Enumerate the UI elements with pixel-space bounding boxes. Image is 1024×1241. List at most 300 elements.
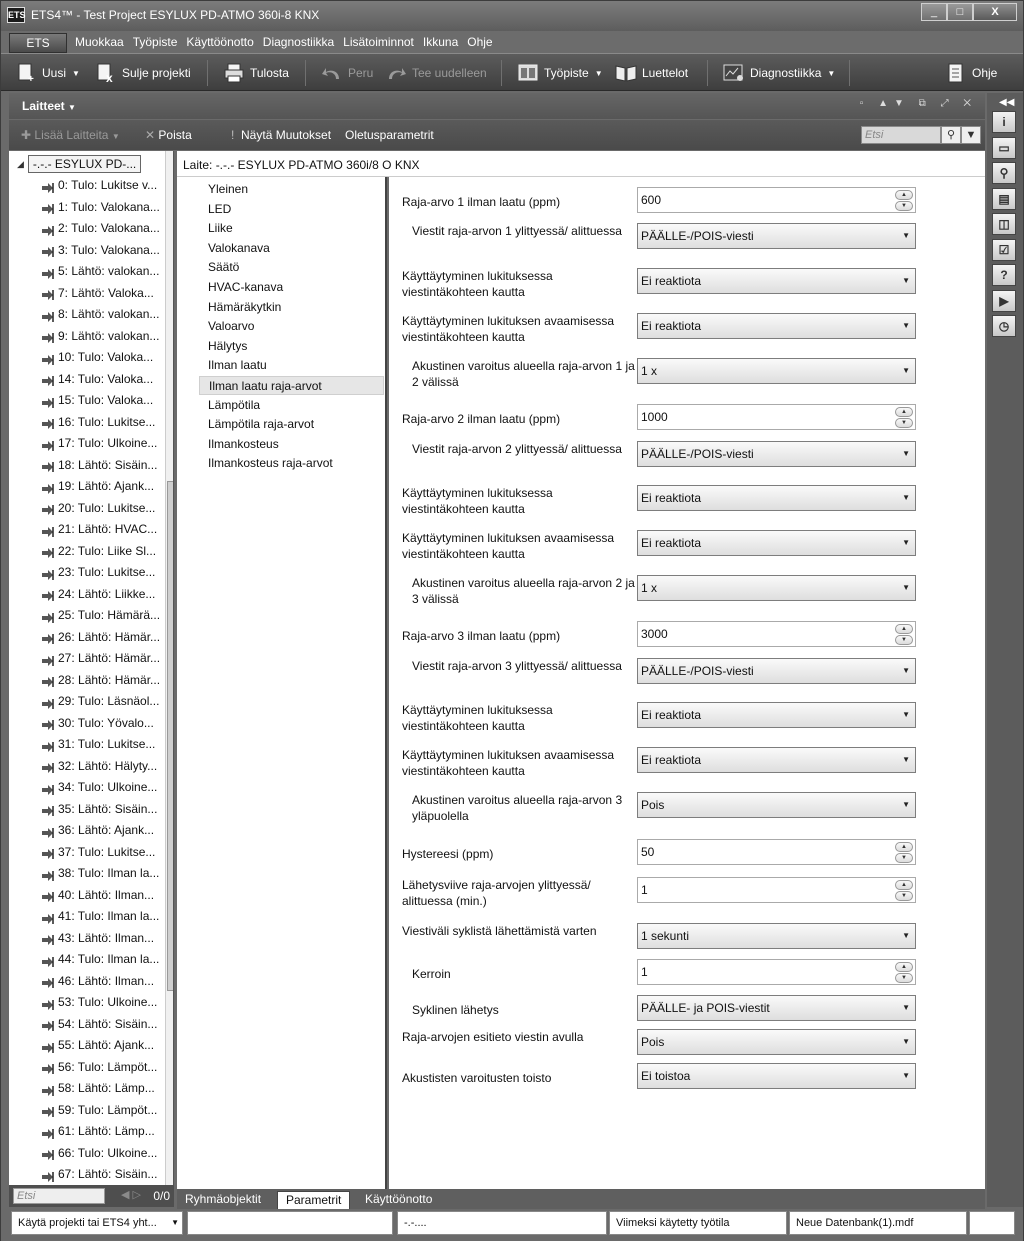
group-object-icon — [41, 1083, 55, 1095]
group-object-icon — [41, 244, 55, 256]
tree-item-label: 31: Tulo: Lukitse... — [58, 737, 156, 752]
chevron-down-icon: ▼ — [902, 666, 910, 675]
collapse-arrows-icon[interactable]: ◀◀ — [999, 97, 1015, 108]
tree-item[interactable] — [41, 842, 163, 864]
chevron-down-icon: ▼ — [171, 1218, 179, 1227]
tree-item[interactable] — [41, 820, 163, 842]
parameter-label: Raja-arvojen esitieto viestin avulla — [402, 1030, 584, 1044]
dropdown-value: Pois — [641, 1035, 665, 1049]
tree-item[interactable] — [41, 175, 163, 197]
group-object-icon — [41, 416, 55, 428]
print-label: Tulosta — [250, 66, 289, 80]
menu-kayttoonotto[interactable]: Käyttöönotto — [186, 35, 254, 49]
tree-item-label: 24: Lähtö: Liikke... — [58, 586, 156, 601]
group-object-icon — [41, 567, 55, 579]
tree-item-label: 15: Tulo: Valoka... — [58, 393, 154, 408]
tree-item-label: 5: Lähtö: valokan... — [58, 264, 160, 279]
parameter-label: Akustinen varoitus alueella raja-arvon 1 ja 2 välissä — [412, 359, 635, 389]
parameter-dropdown[interactable] — [637, 313, 916, 339]
tree-item-label: 40: Lähtö: Ilman... — [58, 887, 155, 902]
spin-up-icon[interactable]: ▲ — [895, 407, 913, 417]
new-label: Uusi — [42, 66, 67, 80]
menu-ohje[interactable]: Ohje — [467, 35, 493, 49]
tree-item[interactable] — [41, 197, 163, 219]
spin-up-icon[interactable]: ▲ — [895, 190, 913, 200]
tree-item-label: 17: Tulo: Ulkoine... — [58, 436, 158, 451]
catalogs-button[interactable] — [615, 62, 688, 84]
parameter-number-input[interactable] — [637, 187, 916, 213]
parameter-label: Viestiväli syklistä lähettämistä varten — [402, 924, 597, 938]
menu-muokkaa[interactable]: Muokkaa — [75, 35, 124, 49]
tree-item-label: 32: Lähtö: Hälyty... — [58, 758, 158, 773]
category-item[interactable]: Hälytys — [208, 338, 248, 353]
tree-item[interactable] — [41, 777, 163, 799]
group-object-icon — [41, 997, 55, 1009]
spin-buttons — [895, 624, 913, 645]
category-item[interactable]: Ilman laatu — [208, 358, 267, 373]
device-search-input[interactable]: Etsi — [861, 126, 941, 144]
play-icon[interactable]: ▶ — [992, 290, 1016, 312]
group-object-icon — [41, 1169, 55, 1181]
help-button[interactable] — [945, 62, 997, 84]
tree-scrollbar[interactable] — [165, 151, 174, 1185]
device-tree — [9, 151, 174, 1185]
spin-up-icon[interactable]: ▲ — [895, 880, 913, 890]
parameter-number-input[interactable] — [637, 959, 916, 985]
undo-label: Peru — [348, 66, 374, 80]
dropdown-value: PÄÄLLE-/POIS-viesti — [641, 447, 754, 461]
parameter-label: Raja-arvo 2 ilman laatu (ppm) — [402, 412, 561, 426]
spin-buttons — [895, 407, 913, 428]
category-item[interactable]: Lämpötila raja-arvot — [208, 417, 315, 432]
menu-bar — [1, 31, 1023, 53]
parameter-label: Hystereesi (ppm) — [402, 847, 494, 861]
group-object-icon — [41, 1018, 55, 1030]
tree-item-label: 53: Tulo: Ulkoine... — [58, 995, 158, 1010]
dropdown-value: 1 sekunti — [641, 929, 690, 943]
parameter-dropdown[interactable] — [637, 358, 916, 384]
chevron-down-icon: ▼ — [902, 366, 910, 375]
tree-item[interactable] — [41, 713, 163, 735]
checklist-icon[interactable]: ☑ — [992, 239, 1016, 261]
status-bar — [1, 1209, 1023, 1241]
status-project-dropdown[interactable]: Käytä projekti tai ETS4 yht... ▼ — [11, 1211, 183, 1235]
group-object-icon — [41, 932, 55, 944]
tree-item[interactable] — [41, 369, 163, 391]
category-item[interactable]: HVAC-kanava — [208, 280, 284, 294]
number-value: 1 — [641, 883, 648, 897]
menu-diagnostiikka[interactable]: Diagnostiikka — [262, 35, 335, 49]
redo-icon — [385, 63, 407, 83]
parameter-dropdown[interactable] — [637, 441, 916, 467]
tree-item[interactable] — [41, 498, 163, 520]
tree-item[interactable] — [41, 1100, 163, 1122]
parameter-label: Akustisten varoitusten toisto — [402, 1071, 552, 1085]
category-item[interactable]: Valokanava — [208, 240, 270, 255]
tree-item[interactable] — [41, 541, 163, 563]
ets-app-icon[interactable]: ETS — [7, 7, 25, 23]
group-object-icon — [41, 309, 55, 321]
parameter-dropdown[interactable] — [637, 747, 916, 773]
spin-down-icon[interactable]: ▼ — [895, 418, 913, 428]
parameter-label: Akustinen varoitus alueella raja-arvon 3 yläpuolella — [412, 793, 623, 823]
tree-item-label: 1: Tulo: Valokana... — [58, 199, 160, 214]
tree-root-label: -.-.- ESYLUX PD-... — [28, 155, 141, 173]
tree-item-label: 3: Tulo: Valokana... — [58, 242, 160, 257]
group-object-icon — [41, 1040, 55, 1052]
search-count: 0/0 — [153, 1189, 170, 1203]
tree-item-label: 46: Lähtö: Ilman... — [58, 973, 155, 988]
chevron-down-icon: ▼ — [827, 68, 836, 78]
group-object-icon — [41, 653, 55, 665]
show-changes-button[interactable]: ! Näytä Muutokset — [231, 128, 332, 142]
category-item[interactable]: Lämpötila — [208, 397, 261, 412]
tree-item[interactable] — [41, 627, 163, 649]
parameter-label: Syklinen lähetys — [412, 1003, 499, 1017]
group-object-icon — [41, 696, 55, 708]
dropdown-value: 1 x — [641, 581, 658, 595]
tree-item[interactable] — [41, 928, 163, 950]
parameter-label: Käyttäytyminen lukituksessa viestintäkohteen kautta — [402, 486, 553, 516]
tree-root-device[interactable] — [17, 154, 141, 174]
parameter-dropdown[interactable] — [637, 792, 916, 818]
tree-item[interactable] — [41, 519, 163, 541]
group-object-icon — [41, 395, 55, 407]
group-object-icon — [41, 1104, 55, 1116]
undo-button[interactable] — [321, 62, 373, 84]
chevron-down-icon: ▼ — [902, 710, 910, 719]
group-object-icon — [41, 760, 55, 772]
tab-parameters[interactable]: Parametrit — [277, 1191, 350, 1209]
info-icon[interactable]: i — [992, 111, 1016, 133]
group-object-icon — [41, 846, 55, 858]
dropdown-value: PÄÄLLE-/POIS-viesti — [641, 664, 754, 678]
chevron-down-icon: ▼ — [902, 1003, 910, 1012]
parameter-dropdown[interactable] — [637, 923, 916, 949]
category-item[interactable]: LED — [208, 201, 232, 216]
tree-item-label: 37: Tulo: Lukitse... — [58, 844, 156, 859]
parameter-label: Viestit raja-arvon 1 ylittyessä/ alittuessa — [412, 224, 622, 238]
number-value: 1 — [641, 965, 648, 979]
parameter-number-input[interactable] — [637, 839, 916, 865]
tree-item[interactable] — [41, 347, 163, 369]
toolbar-separator — [207, 60, 208, 86]
category-item[interactable]: Hämäräkytkin — [208, 299, 282, 314]
tree-search-input[interactable]: Etsi — [13, 1188, 105, 1204]
parameter-category-list — [177, 177, 387, 1189]
tree-item-label: 38: Tulo: Ilman la... — [58, 866, 160, 881]
diagnostics-icon — [723, 63, 745, 83]
tree-item[interactable] — [41, 390, 163, 412]
chevron-down-icon: ▼ — [68, 103, 76, 112]
parameter-label: Käyttäytyminen lukituksen avaamisessa viestintäkohteen kautta — [402, 314, 615, 344]
tree-item[interactable] — [41, 992, 163, 1014]
new-button[interactable] — [15, 62, 80, 84]
devices-panel-header — [9, 93, 985, 119]
toolbar-separator — [501, 60, 502, 86]
filter-icon[interactable]: ▼ — [961, 126, 981, 144]
right-tool-strip — [987, 93, 1023, 1207]
group-object-icon — [41, 330, 55, 342]
tree-item[interactable] — [41, 691, 163, 713]
search-icon[interactable]: ⚲ — [992, 162, 1016, 184]
dropdown-value: Ei reaktiota — [641, 753, 702, 767]
chevron-down-icon: ▼ — [902, 755, 910, 764]
tree-item[interactable] — [41, 863, 163, 885]
category-item[interactable]: Ilmankosteus raja-arvot — [208, 456, 333, 471]
status-address: -.-.... — [397, 1211, 607, 1235]
parameter-dropdown[interactable] — [637, 995, 916, 1021]
group-object-icon — [41, 889, 55, 901]
parameter-number-input[interactable] — [637, 621, 916, 647]
parameter-label: Käyttäytyminen lukituksen avaamisessa viestintäkohteen kautta — [402, 748, 615, 778]
tree-item-label: 66: Tulo: Ulkoine... — [58, 1145, 158, 1160]
book-icon[interactable]: ◫ — [992, 213, 1016, 235]
toolbar-separator — [707, 60, 708, 86]
tree-item-label: 22: Tulo: Liike Sl... — [58, 543, 157, 558]
spin-buttons — [895, 842, 913, 863]
parameter-dropdown[interactable] — [637, 1063, 916, 1089]
tree-item-label: 43: Lähtö: Ilman... — [58, 930, 155, 945]
chevron-down-icon: ▼ — [594, 68, 603, 78]
tree-item-label: 20: Tulo: Lukitse... — [58, 500, 156, 515]
tree-item-label: 58: Lähtö: Lämp... — [58, 1081, 155, 1096]
tree-item[interactable] — [41, 584, 163, 606]
number-value: 600 — [641, 193, 662, 207]
spin-down-icon[interactable]: ▼ — [895, 973, 913, 983]
parameter-dropdown[interactable] — [637, 223, 916, 249]
parameter-label: Raja-arvo 3 ilman laatu (ppm) — [402, 629, 561, 643]
tree-item[interactable] — [41, 1035, 163, 1057]
help-icon[interactable]: ? — [992, 264, 1016, 286]
tree-item[interactable] — [41, 648, 163, 670]
tree-item[interactable] — [41, 605, 163, 627]
group-object-icon — [41, 954, 55, 966]
title-bar — [1, 1, 1023, 31]
category-item[interactable]: Säätö — [208, 260, 240, 275]
group-object-icon — [41, 1126, 55, 1138]
parameter-number-input[interactable] — [637, 877, 916, 903]
tree-item[interactable] — [41, 562, 163, 584]
group-object-icon — [41, 223, 55, 235]
tree-item-label: 27: Lähtö: Hämär... — [58, 651, 161, 666]
chevron-down-icon: ▼ — [902, 1071, 910, 1080]
tree-item-label: 67: Lähtö: Sisäin... — [58, 1167, 158, 1182]
menu-ets[interactable]: ETS — [9, 33, 67, 53]
chevron-down-icon: ▼ — [902, 538, 910, 547]
tree-item-label: 2: Tulo: Valokana... — [58, 221, 160, 236]
expand-arrow-icon[interactable]: ◢ — [17, 158, 24, 169]
number-value: 1000 — [641, 410, 668, 424]
tree-item[interactable] — [41, 799, 163, 821]
group-object-icon — [41, 868, 55, 880]
add-devices-button[interactable]: ✚ Lisää Laitteita ▼ — [21, 128, 120, 142]
spin-buttons — [895, 962, 913, 983]
group-object-icon — [41, 481, 55, 493]
dropdown-value: Ei reaktiota — [641, 274, 702, 288]
parameter-dropdown[interactable] — [637, 658, 916, 684]
group-object-icon — [41, 524, 55, 536]
spin-down-icon[interactable]: ▼ — [895, 201, 913, 211]
parameter-number-input[interactable] — [637, 404, 916, 430]
group-object-icon — [41, 717, 55, 729]
tree-item-label: 36: Lähtö: Ajank... — [58, 823, 155, 838]
tree-item-label: 61: Lähtö: Lämp... — [58, 1124, 155, 1139]
window-title: ETS4™ - Test Project ESYLUX PD-ATMO 360i-8 KNX — [31, 8, 320, 22]
category-item[interactable]: Ilmankosteus — [208, 436, 279, 451]
number-value: 3000 — [641, 627, 668, 641]
redo-label: Tee uudelleen — [412, 66, 487, 80]
tree-item-label: 26: Lähtö: Hämär... — [58, 629, 161, 644]
tree-item[interactable] — [41, 433, 163, 455]
tree-item[interactable] — [41, 412, 163, 434]
spin-buttons — [895, 880, 913, 901]
parameter-label: Viestit raja-arvon 2 ylittyessä/ alittuessa — [412, 442, 622, 456]
tree-item-label: 7: Lähtö: Valoka... — [58, 285, 154, 300]
tree-item-label: 8: Lähtö: valokan... — [58, 307, 160, 322]
minimize-button[interactable]: _ — [921, 3, 947, 21]
device-title: Laite: -.-.- ESYLUX PD-ATMO 360i/8 O KNX — [183, 158, 420, 172]
parameter-dropdown[interactable] — [637, 575, 916, 601]
parameter-panel — [389, 177, 985, 1189]
tree-item-label: 9: Lähtö: valokan... — [58, 328, 160, 343]
maximize-button[interactable]: □ — [947, 3, 973, 21]
parameter-label: Raja-arvo 1 ilman laatu (ppm) — [402, 195, 561, 209]
dropdown-value: Ei reaktiota — [641, 708, 702, 722]
status-workspace: Viimeksi käytetty työtila — [609, 1211, 787, 1235]
parameter-dropdown[interactable] — [637, 530, 916, 556]
parameter-label: Lähetysviive raja-arvojen ylittyessä/ alittuessa (min.) — [402, 878, 591, 908]
tree-item[interactable] — [41, 1164, 163, 1185]
spin-up-icon[interactable]: ▲ — [895, 842, 913, 852]
diagnostics-button[interactable] — [723, 62, 835, 84]
tree-item-label: 29: Tulo: Läsnäol... — [58, 694, 160, 709]
tree-item[interactable] — [41, 1057, 163, 1079]
group-object-icon — [41, 610, 55, 622]
tree-list — [41, 175, 163, 1185]
group-object-icon — [41, 266, 55, 278]
window-icon[interactable]: ▤ — [992, 188, 1016, 210]
close-project-button[interactable] — [95, 62, 191, 84]
tree-item[interactable] — [41, 1014, 163, 1036]
printer-icon — [223, 63, 245, 83]
tree-item-label: 28: Lähtö: Hämär... — [58, 672, 161, 687]
spin-down-icon[interactable]: ▼ — [895, 891, 913, 901]
spin-down-icon[interactable]: ▼ — [895, 635, 913, 645]
chevron-down-icon: ▼ — [902, 276, 910, 285]
device-header — [177, 151, 985, 177]
tree-item[interactable] — [41, 261, 163, 283]
tree-item-label: 0: Tulo: Lukitse v... — [58, 178, 158, 193]
spin-up-icon[interactable]: ▲ — [895, 962, 913, 972]
tree-item-label: 23: Tulo: Lukitse... — [58, 565, 156, 580]
panel-title[interactable]: Laitteet ▼ — [22, 99, 76, 113]
group-object-icon — [41, 631, 55, 643]
close-button[interactable]: X — [973, 3, 1017, 21]
tree-item[interactable] — [41, 971, 163, 993]
close-project-label: Sulje projekti — [122, 66, 191, 80]
tree-item[interactable] — [41, 476, 163, 498]
delete-button[interactable]: ✕ Poista — [145, 128, 192, 142]
tree-item[interactable] — [41, 240, 163, 262]
tree-item[interactable] — [41, 756, 163, 778]
parameter-dropdown[interactable] — [637, 1029, 916, 1055]
folder-icon[interactable]: ▭ — [992, 137, 1016, 159]
menu-ikkuna[interactable]: Ikkuna — [422, 35, 459, 49]
category-item[interactable]: Liike — [208, 221, 233, 236]
parameter-dropdown[interactable] — [637, 485, 916, 511]
help-document-icon — [945, 63, 967, 83]
parameter-dropdown[interactable] — [637, 702, 916, 728]
delete-icon: ✕ — [145, 128, 156, 142]
category-item[interactable]: Valoarvo — [208, 319, 255, 334]
group-object-icon — [41, 287, 55, 299]
scrollbar-thumb[interactable] — [167, 481, 174, 991]
parameter-dropdown[interactable] — [637, 268, 916, 294]
tree-item-label: 54: Lähtö: Sisäin... — [58, 1016, 158, 1031]
group-object-icon — [41, 545, 55, 557]
svg-text:x: x — [106, 71, 113, 83]
tree-item[interactable] — [41, 670, 163, 692]
group-object-icon — [41, 502, 55, 514]
tab-group-objects[interactable]: Ryhmäobjektit — [185, 1192, 262, 1206]
workspace-button[interactable] — [517, 62, 603, 84]
redo-button[interactable] — [385, 62, 487, 84]
menu-lisatoiminnot[interactable]: Lisätoiminnot — [343, 35, 414, 49]
catalogs-label: Luettelot — [642, 66, 689, 80]
menu-tyopiste[interactable]: Työpiste — [132, 35, 178, 49]
tree-item[interactable] — [41, 734, 163, 756]
tree-item[interactable] — [41, 1143, 163, 1165]
tree-item[interactable] — [41, 1078, 163, 1100]
tree-item[interactable] — [41, 218, 163, 240]
group-object-icon — [41, 1061, 55, 1073]
tree-item[interactable] — [41, 906, 163, 928]
group-object-icon — [41, 1147, 55, 1159]
tree-item[interactable] — [41, 455, 163, 477]
dropdown-value: Ei reaktiota — [641, 536, 702, 550]
tree-item[interactable] — [41, 304, 163, 326]
spin-up-icon[interactable]: ▲ — [895, 624, 913, 634]
tree-item[interactable] — [41, 283, 163, 305]
tree-item[interactable] — [41, 1121, 163, 1143]
search-icon[interactable]: ⚲ — [941, 126, 961, 144]
window-controls — [921, 3, 1017, 21]
group-object-icon — [41, 975, 55, 987]
tab-commissioning[interactable]: Käyttöönotto — [365, 1192, 433, 1206]
spin-buttons — [895, 190, 913, 211]
dropdown-value: 1 x — [641, 364, 658, 378]
devices-subtoolbar — [9, 120, 985, 150]
tree-item[interactable] — [41, 885, 163, 907]
print-button[interactable] — [223, 62, 289, 84]
default-parameters-button[interactable]: Oletusparametrit — [345, 128, 434, 142]
tree-item[interactable] — [41, 949, 163, 971]
category-item[interactable]: Ilman laatu raja-arvot — [199, 376, 384, 395]
panel-window-controls[interactable]: ▫ ▲▼ ⧉ ⤢ ✕ — [859, 98, 977, 109]
spin-down-icon[interactable]: ▼ — [895, 853, 913, 863]
parameter-label: Viestit raja-arvon 3 ylittyessä/ alittuessa — [412, 659, 622, 673]
tree-item-label: 41: Tulo: Ilman la... — [58, 909, 160, 924]
tree-item-label: 19: Lähtö: Ajank... — [58, 479, 155, 494]
prev-next-arrows[interactable]: ◀ ▷ — [121, 1189, 141, 1201]
number-value: 50 — [641, 845, 655, 859]
category-item[interactable]: Yleinen — [208, 182, 249, 196]
dropdown-value: PÄÄLLE-/POIS-viesti — [641, 229, 754, 243]
status-extra — [969, 1211, 1015, 1235]
tree-item[interactable] — [41, 326, 163, 348]
clock-icon[interactable]: ◷ — [992, 315, 1016, 337]
